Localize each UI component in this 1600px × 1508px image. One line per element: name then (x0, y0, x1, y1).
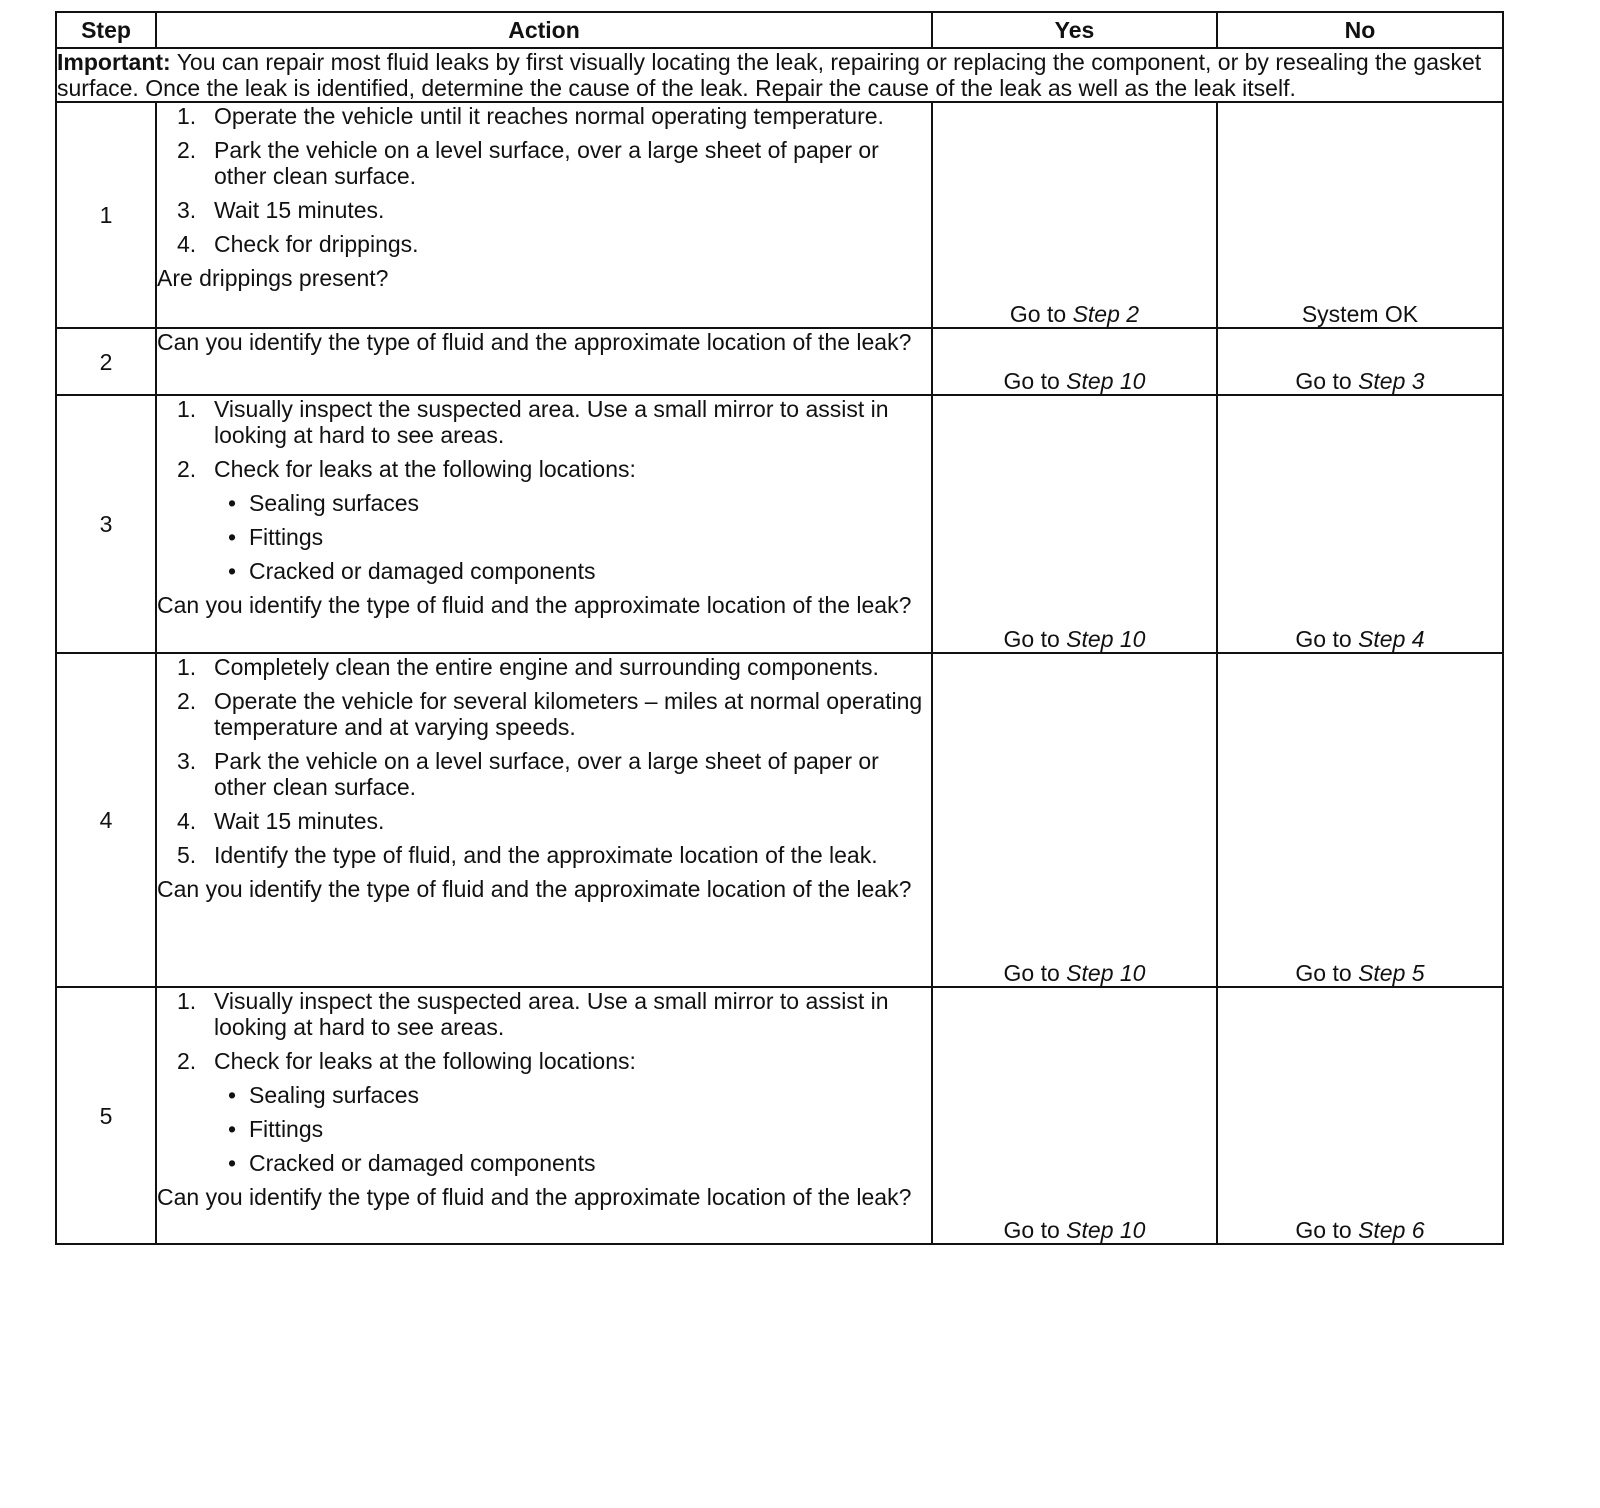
step-item-text: Visually inspect the suspected area. Use a small mirror to assist in looking at hard to see areas. (214, 988, 889, 1040)
action-step (157, 808, 931, 834)
go-to-prefix: Go to (1295, 960, 1352, 986)
important-label: Important: (57, 49, 171, 75)
step-item-number: 1. (177, 396, 197, 422)
table-row (56, 395, 1503, 653)
action-steps (157, 103, 931, 257)
go-to-prefix: Go to (1003, 1217, 1060, 1243)
action-cell (156, 328, 932, 395)
step-item-text: Operate the vehicle for several kilometers – miles at normal operating temperature and at varying speeds. (214, 688, 923, 740)
step-item-text: Operate the vehicle until it reaches normal operating temperature. (214, 103, 884, 129)
list-item: • Fittings (214, 1116, 931, 1142)
action-question: Can you identify the type of fluid and the approximate location of the leak? (157, 1184, 912, 1210)
step-number: 1 (56, 102, 156, 328)
yes-result (932, 653, 1217, 987)
step-item-text: Check for leaks at the following locations: (214, 456, 636, 482)
go-to-prefix: Go to (1009, 301, 1067, 327)
action-cell (156, 102, 932, 328)
step-item-number: 4. (177, 808, 197, 834)
step-item-number: 2. (177, 1048, 197, 1074)
step-number: 2 (56, 328, 156, 395)
list-item: • Sealing surfaces (214, 490, 931, 516)
important-text: You can repair most fluid leaks by first visually locating the leak, repairing or replacing the component, or by resealing the gasket surface. Once the leak is identified, determine the cause of the leak. Repair the cause of the leak as well as the leak itself. (57, 49, 1482, 101)
step-item-text: Park the vehicle on a level surface, over a large sheet of paper or other clean surface. (214, 748, 879, 800)
table-row (56, 102, 1503, 328)
step-item-number: 3. (177, 197, 197, 223)
action-step (157, 103, 931, 129)
no-result (1217, 328, 1503, 395)
yes-result (932, 395, 1217, 653)
no-target: Step 4 (1358, 626, 1425, 652)
action-question: Are drippings present? (157, 265, 389, 291)
no-target: Step 5 (1358, 960, 1425, 986)
header-row (56, 12, 1503, 48)
step-number: 4 (56, 653, 156, 987)
no-result (1217, 395, 1503, 653)
no-result (1217, 653, 1503, 987)
table-row (56, 328, 1503, 395)
action-steps (157, 654, 931, 868)
step-item-number: 4. (177, 231, 197, 257)
step-item-text: Wait 15 minutes. (214, 197, 385, 223)
no-result (1217, 987, 1503, 1244)
table-row (56, 987, 1503, 1244)
step-item-number: 3. (177, 748, 197, 774)
action-step (157, 456, 931, 584)
action-question: Can you identify the type of fluid and the approximate location of the leak? (157, 876, 912, 902)
action-steps (157, 988, 931, 1176)
action-cell (156, 987, 932, 1244)
go-to-prefix: Go to (1003, 626, 1060, 652)
table-row (56, 653, 1503, 987)
step-item-number: 1. (177, 654, 197, 680)
location-list (214, 1082, 931, 1176)
action-step (157, 988, 931, 1040)
diagnostic-table (55, 11, 1504, 1245)
go-to-prefix: Go to (1003, 960, 1060, 986)
step-item-text: Park the vehicle on a level surface, over a large sheet of paper or other clean surface. (214, 137, 879, 189)
action-steps (157, 396, 931, 584)
yes-result (932, 328, 1217, 395)
step-number: 5 (56, 987, 156, 1244)
action-cell (156, 653, 932, 987)
no-target: Step 3 (1358, 368, 1425, 394)
important-note (56, 48, 1503, 102)
action-step (157, 1048, 931, 1176)
action-question: Can you identify the type of fluid and the approximate location of the leak? (157, 329, 912, 355)
step-item-number: 2. (177, 688, 197, 714)
yes-target: Step 10 (1066, 626, 1146, 652)
step-item-number: 5. (177, 842, 197, 868)
list-item: • Cracked or damaged components (214, 558, 931, 584)
yes-target: Step 10 (1066, 368, 1146, 394)
yes-result (932, 987, 1217, 1244)
step-item-number: 2. (177, 137, 197, 163)
action-question: Can you identify the type of fluid and the approximate location of the leak? (157, 592, 912, 618)
step-item-text: Check for leaks at the following locations: (214, 1048, 636, 1074)
no-target: Step 6 (1358, 1217, 1425, 1243)
action-step (157, 748, 931, 800)
action-step (157, 137, 931, 189)
yes-result (932, 102, 1217, 328)
yes-target: Step 10 (1066, 1217, 1146, 1243)
go-to-prefix: Go to (1003, 368, 1060, 394)
step-number: 3 (56, 395, 156, 653)
action-step (157, 842, 931, 868)
go-to-prefix: Go to (1295, 626, 1352, 652)
yes-target: Step 10 (1066, 960, 1146, 986)
step-item-number: 1. (177, 103, 197, 129)
header-action: Action (156, 12, 932, 48)
step-item-text: Check for drippings. (214, 231, 419, 257)
step-item-text: Identify the type of fluid, and the approximate location of the leak. (214, 842, 878, 868)
step-item-text: Completely clean the entire engine and surrounding components. (214, 654, 879, 680)
list-item: • Fittings (214, 524, 931, 550)
list-item: • Cracked or damaged components (214, 1150, 931, 1176)
action-step (157, 688, 931, 740)
header-yes: Yes (932, 12, 1217, 48)
go-to-prefix: Go to (1295, 1217, 1352, 1243)
important-row (56, 48, 1503, 102)
action-step (157, 231, 931, 257)
list-item: • Sealing surfaces (214, 1082, 931, 1108)
go-to-prefix: Go to (1295, 368, 1352, 394)
step-item-text: Visually inspect the suspected area. Use a small mirror to assist in looking at hard to see areas. (214, 396, 889, 448)
action-step (157, 197, 931, 223)
header-no: No (1217, 12, 1503, 48)
no-result (1217, 102, 1503, 328)
action-cell (156, 395, 932, 653)
step-item-number: 2. (177, 456, 197, 482)
no-text: System OK (1301, 301, 1419, 327)
header-step: Step (56, 12, 156, 48)
step-item-text: Wait 15 minutes. (214, 808, 385, 834)
action-step (157, 654, 931, 680)
yes-target: Step 2 (1072, 301, 1140, 327)
step-item-number: 1. (177, 988, 197, 1014)
location-list (214, 490, 931, 584)
action-step (157, 396, 931, 448)
